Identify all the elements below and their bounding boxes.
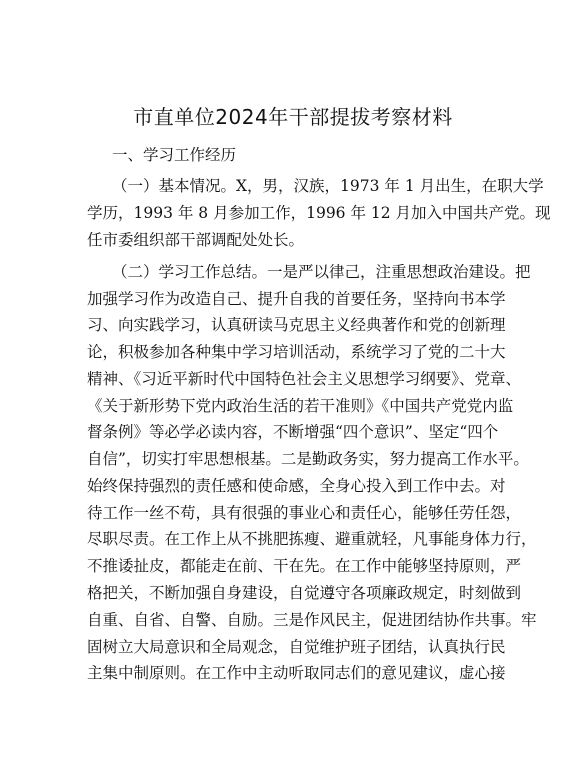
para2-line: 格把关，不断加强自身建设，自觉遵守各项廉政规定，时刻做到 xyxy=(87,584,522,602)
para2-line: 习、向实践学习，认真研读马克思主义经典著作和党的创新理 xyxy=(87,316,506,334)
para2-line: （二）学习工作总结。一是严以律己，注重思想政治建设。把 xyxy=(112,263,531,281)
section-heading: 一、学习工作经历 xyxy=(112,146,237,164)
document-title: 市直单位2024年干部提拔考察材料 xyxy=(133,105,453,129)
para2-line: 精神、《习近平新时代中国特色社会主义思想学习纲要》、党章、 xyxy=(87,370,522,388)
para2-line: 主集中制原则。在工作中主动听取同志们的意见建议，虚心接 xyxy=(87,664,506,682)
para2-line: 《关于新形势下党内政治生活的若干准则》《中国共产党党内监 xyxy=(87,397,514,415)
para2-line: 不推诿扯皮，都能走在前、干在先。在工作中能够坚持原则，严 xyxy=(87,557,522,575)
para1-line: （一）基本情况。X，男，汉族，1973 年 1 月出生，在职大学 xyxy=(112,177,544,195)
para2-line: 督条例》等必学必读内容，不断增强“四个意识”、坚定“四个 xyxy=(87,423,499,441)
para1-line: 学历，1993 年 8 月参加工作，1996 年 12 月加入中国共产党。现 xyxy=(87,204,551,222)
para2-line: 固树立大局意识和全局观念，自觉维护班子团结，认真执行民 xyxy=(87,638,506,656)
para2-line: 论，积极参加各种集中学习培训活动，系统学习了党的二十大 xyxy=(87,343,506,361)
para2-line: 加强学习作为改造自己、提升自我的首要任务，坚持向书本学 xyxy=(87,290,506,308)
para1-line: 任市委组织部干部调配处处长。 xyxy=(87,231,305,249)
para2-line: 自重、自省、自警、自励。三是作风民主，促进团结协作共事。牢 xyxy=(87,611,537,629)
para2-line: 尽职尽责。在工作上从不挑肥拣瘦、避重就轻，凡事能身体力行， xyxy=(87,530,537,548)
para2-line: 待工作一丝不苟，具有很强的事业心和责任心，能够任劳任怨， xyxy=(87,504,522,522)
para2-line: 自信”，切实打牢思想根基。二是勤政务实，努力提高工作水平。 xyxy=(87,450,529,468)
para2-line: 始终保持强烈的责任感和使命感，全身心投入到工作中去。对 xyxy=(87,477,506,495)
